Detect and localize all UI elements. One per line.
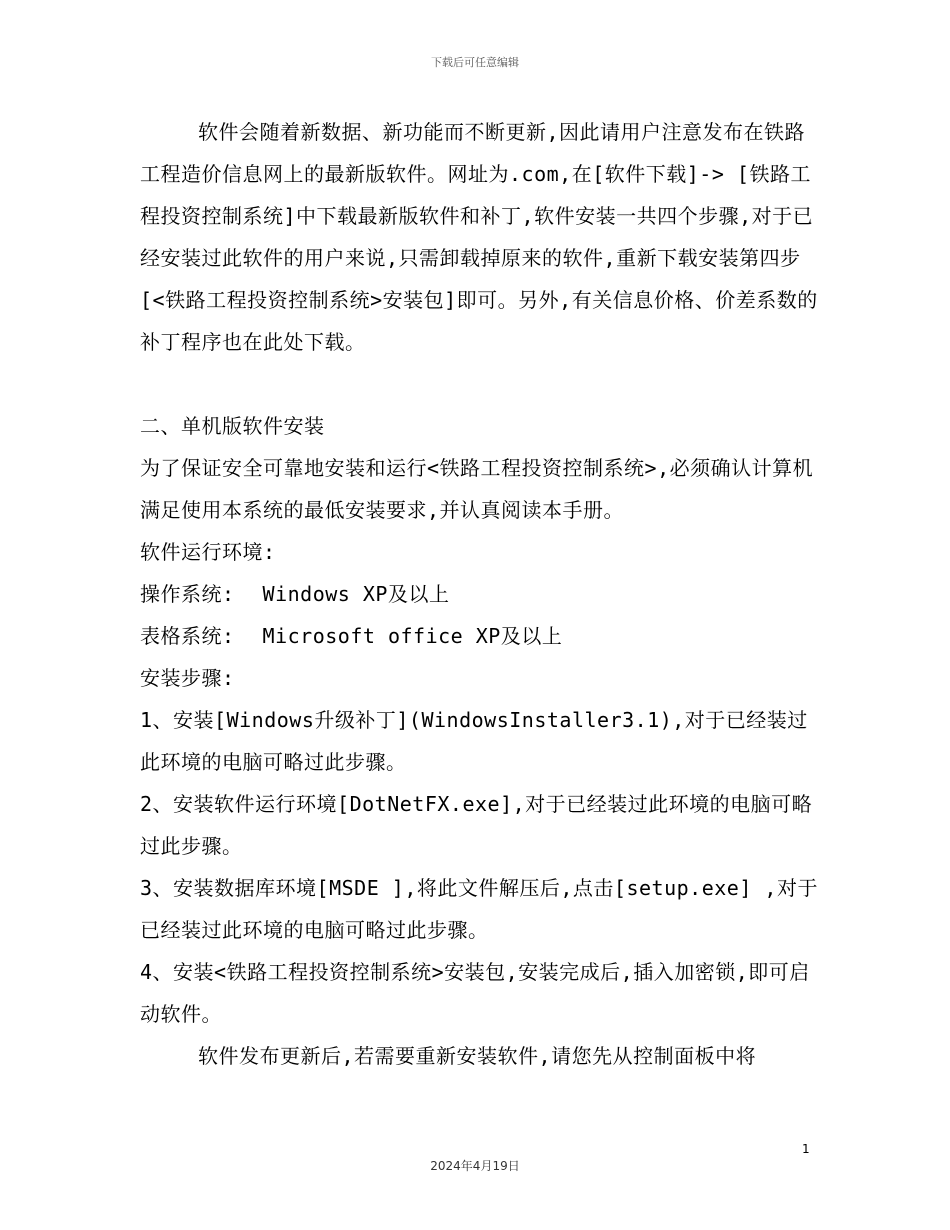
- steps-title: 安装步骤:: [140, 666, 235, 690]
- step-item: 1、安装[Windows升级补丁](WindowsInstaller3.1),对于已经装过此环境的电脑可略过此步骤。: [140, 708, 808, 774]
- page-header: 下载后可任意编辑: [431, 56, 519, 69]
- section-title: 二、单机版软件安装: [140, 414, 325, 438]
- intro-paragraph: 软件会随着新数据、新功能而不断更新,因此请用户注意发布在铁路工程造价信息网上的最新版软件。网址为.com,在[软件下载]-> [铁路工程投资控制系统]中下载最新版软件和补丁,软件安装一共四个步骤,对于已经安装过此软件的用户来说,只需卸载掉原来的软件,重新下载安装第四步[<铁路工程投资控制系统>安装包]即可。另外,有关信息价格、价差系数的补丁程序也在此处下载。: [140, 120, 818, 354]
- os-label: 操作系统:: [140, 582, 235, 606]
- document-body: [140, 111, 820, 1077]
- paragraph-gap: [140, 363, 820, 405]
- step-item: 2、安装软件运行环境[DotNetFX.exe],对于已经装过此环境的电脑可略过此步骤。: [140, 792, 813, 858]
- os-value: Windows XP及以上: [262, 582, 450, 606]
- step-item: 4、安装<铁路工程投资控制系统>安装包,安装完成后,插入加密锁,即可启动软件。: [140, 960, 810, 1026]
- sheet-requirement-line: [140, 615, 820, 657]
- environment-title: 软件运行环境:: [140, 540, 276, 564]
- page-footer-date: 2024年4月19日: [430, 1159, 520, 1173]
- page-number: 1: [802, 1142, 810, 1156]
- section-intro-paragraph: 为了保证安全可靠地安装和运行<铁路工程投资控制系统>,必须确认计算机满足使用本系统的最低安装要求,并认真阅读本手册。: [140, 456, 814, 522]
- os-requirement-line: [140, 573, 820, 615]
- sheet-value: Microsoft office XP及以上: [262, 624, 563, 648]
- step-item: 3、安装数据库环境[MSDE ],将此文件解压后,点击[setup.exe] ,对于已经装过此环境的电脑可略过此步骤。: [140, 876, 818, 942]
- closing-paragraph: 软件发布更新后,若需要重新安装软件,请您先从控制面板中将: [198, 1044, 757, 1068]
- sheet-label: 表格系统:: [140, 624, 235, 648]
